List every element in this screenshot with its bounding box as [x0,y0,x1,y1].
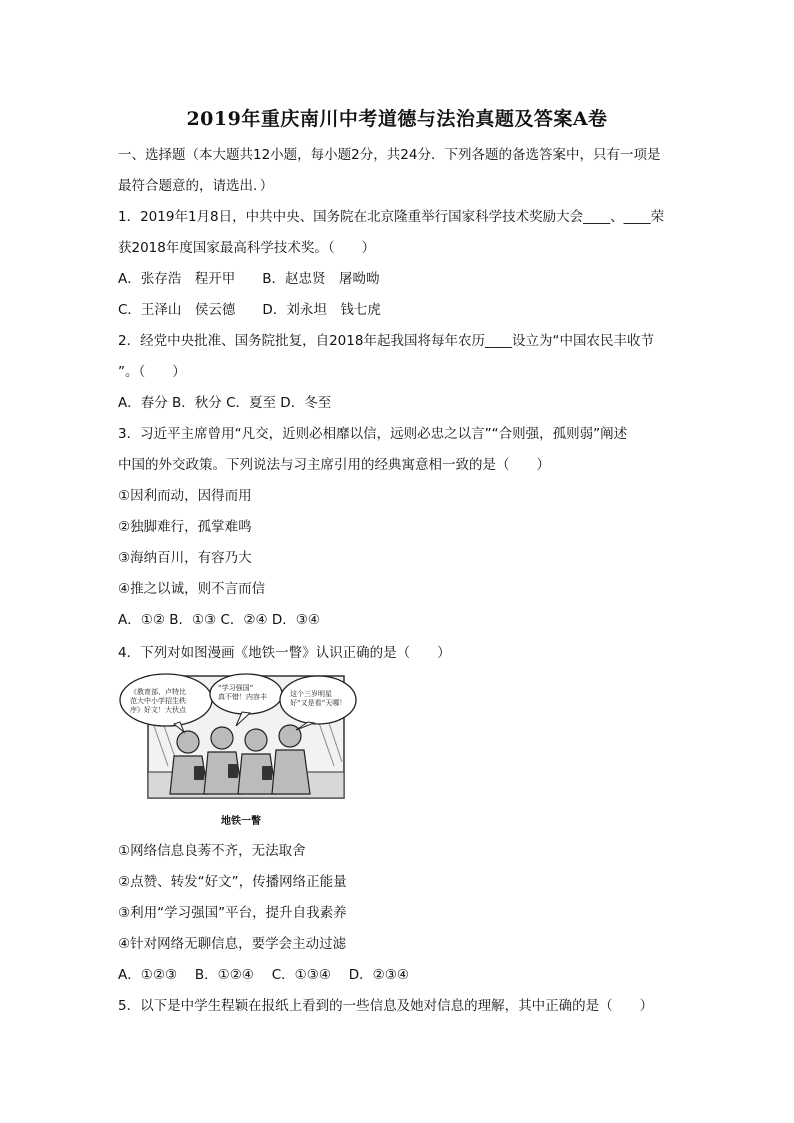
svg-text:“学习强国”: “学习强国” [218,684,254,692]
question-3-item-4: ④推之以诚，则不言而信 [118,581,266,597]
question-3-item-3: ③海纳百川，有容乃大 [118,550,252,566]
question-4-item-2: ②点赞、转发“好文”，传播网络正能量 [118,874,347,890]
section-heading: 一、选择题（本大题共12小题，每小题2分，共24分．下列各题的备选答案中，只有一项是 [118,147,661,163]
svg-text:好“又是看”天哪！: 好“又是看”天哪！ [290,699,347,707]
question-4-item-1: ①网络信息良莠不齐，无法取舍 [118,843,306,859]
question-1: 1．2019年1月8日，中共中央、国务院在北京隆重举行国家科学技术奖励大会____、____荣 [118,209,665,225]
cartoon-figure [118,670,364,838]
question-1-cont: 获2018年度国家最高科学技术奖。（ ） [118,240,376,256]
svg-text:范大中小学招生秩: 范大中小学招生秩 [130,697,186,705]
question-3-item-1: ①因利而动，因得而用 [118,488,252,504]
cartoon-illustration [118,670,364,838]
svg-text:真不错！内容丰: 真不错！内容丰 [218,693,267,701]
question-2-cont: ”。（ ） [118,364,186,380]
section-heading-cont: 最符合题意的，请选出．） [118,178,274,194]
question-3-item-2: ②独脚难行，孤掌难鸣 [118,519,252,535]
document-title: 2019年重庆南川中考道德与法治真题及答案A卷 [186,108,608,130]
figure-caption: 地铁一瞥 [221,816,261,827]
svg-text:这个三岁明星: 这个三岁明星 [290,690,332,698]
question-2: 2．经党中央批准、国务院批复，自2018年起我国将每年农历____设立为“中国农民丰收节 [118,333,654,349]
question-4: 4．下列对如图漫画《地铁一瞥》认识正确的是（ ） [118,645,451,661]
question-2-options: A．春分 B．秋分 C．夏至 D．冬至 [118,395,332,411]
question-3: 3．习近平主席曾用“凡交，近则必相靡以信，远则必忠之以言”“合则强，孤则弱”阐述 [118,426,628,442]
question-4-item-4: ④针对网络无聊信息，要学会主动过滤 [118,936,347,952]
question-3-options: A．①② B．①③ C．②④ D．③④ [118,612,321,628]
svg-text:《教育部、卢特比: 《教育部、卢特比 [130,688,186,696]
question-4-options: A．①②③ B．①②④ C．①③④ D．②③④ [118,967,409,983]
question-1-options-cd: C．王泽山 侯云德 D．刘永坦 钱七虎 [118,302,381,318]
question-4-item-3: ③利用“学习强国”平台，提升自我素养 [118,905,347,921]
question-1-options-ab: A．张存浩 程开甲 B．赵忠贤 屠呦呦 [118,271,380,287]
question-5: 5．以下是中学生程颖在报纸上看到的一些信息及她对信息的理解，其中正确的是（ ） [118,998,654,1014]
svg-text:序》好文！大伙点: 序》好文！大伙点 [130,706,186,714]
question-3-cont: 中国的外交政策。下列说法与习主席引用的经典寓意相一致的是（ ） [118,457,550,473]
